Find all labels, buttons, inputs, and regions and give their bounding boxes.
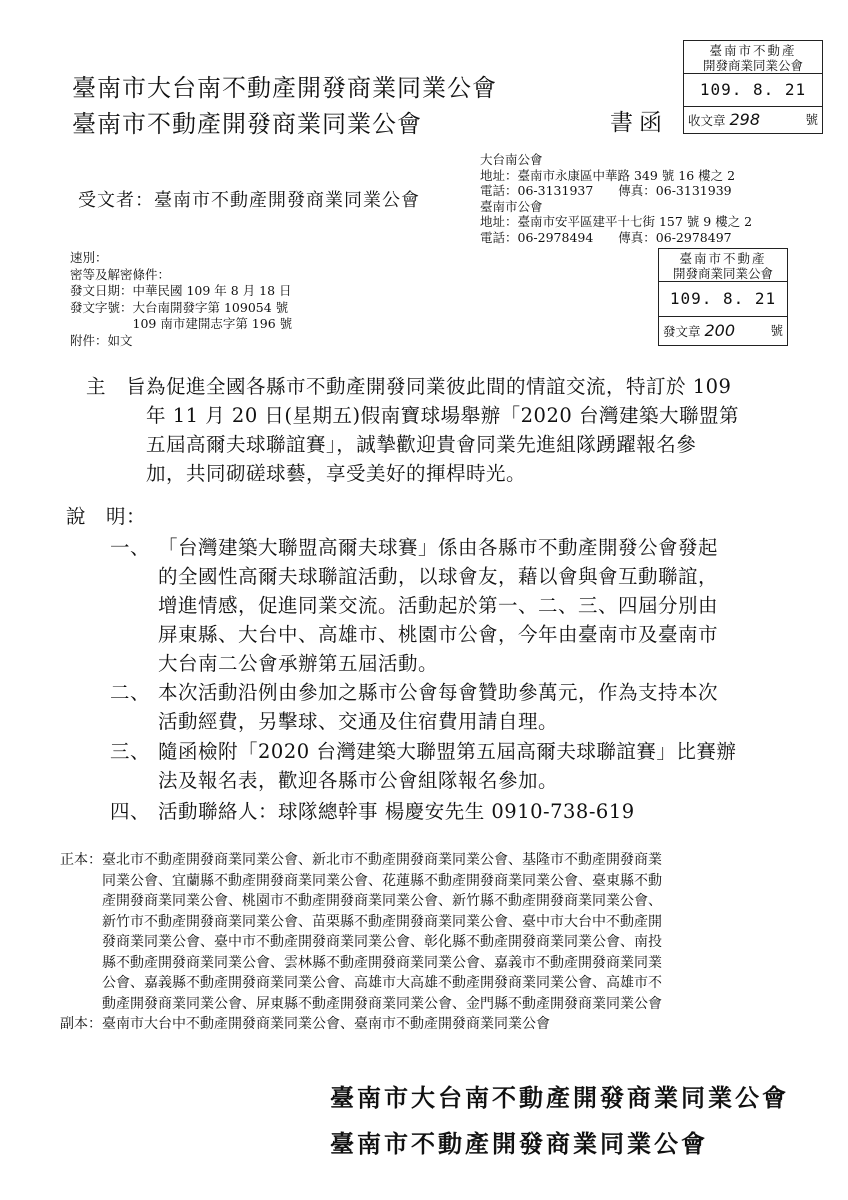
sender-line: 臺南市公會	[480, 198, 543, 214]
explanation-line: 增進情感，促進同業交流。活動起於第一、二、三、四屆分別由	[158, 594, 719, 617]
sent-stamp-org-line1: 臺南市不動產	[679, 251, 767, 266]
sender-line: 地址：臺南市安平區建平十七街 157 號 9 樓之 2	[480, 214, 753, 229]
document-meta	[70, 250, 292, 349]
sent-stamp-org-line2: 開發商業同業公會	[672, 266, 773, 281]
explanation-line: 法及報名表，歡迎各縣市公會組隊報名參加。	[158, 769, 559, 792]
distribution-line: 縣不動產開發商業同業公會、雲林縣不動產開發商業同業公會、嘉義市不動產開發商業同業	[102, 954, 662, 971]
subject-line: 為促進全國各縣市不動產開發同業彼此間的情誼交流，特訂於 109	[146, 375, 732, 398]
sent-stamp-date: 109. 8. 21	[659, 282, 787, 317]
subject-line: 五屆高爾夫球聯誼賽」，誠摯歡迎貴會同業先進組隊踴躍報名參	[146, 433, 697, 456]
sent-stamp-label: 發文章	[663, 324, 701, 339]
explanation-line: 本次活動沿例由參加之縣市公會每會贊助參萬元，作為支持本次	[158, 681, 719, 704]
subject-body	[146, 372, 739, 488]
sender-line: 電話：06-3131937 傳真：06-3131939	[480, 183, 732, 198]
explanation-item-4	[158, 797, 635, 826]
received-stamp-date: 109. 8. 21	[684, 74, 822, 107]
received-stamp-suffix: 號	[805, 112, 818, 127]
explanation-item-num: 三、	[110, 740, 151, 763]
explanation-line: 大台南二公會承辦第五屆活動。	[158, 652, 439, 675]
meta-doc-number: 發文字號：大台南開發字第 109054 號	[70, 299, 289, 315]
meta-classification: 密等及解密條件：	[70, 266, 171, 282]
signature-line1: 臺南市大台南不動產開發商業同業公會	[330, 1083, 789, 1112]
distribution-line: 產開發商業同業公會、桃園市不動產開發商業同業公會、新竹縣不動產開發商業同業公會、	[102, 893, 662, 909]
meta-attachment: 附件：如文	[70, 332, 133, 348]
subject-line: 年 11 月 20 日(星期五)假南寶球場舉辦「2020 台灣建築大聯盟第	[146, 404, 739, 427]
sent-stamp	[658, 248, 788, 346]
sent-stamp-number: 200	[704, 321, 736, 340]
document-type: 書函	[610, 110, 668, 136]
sender-info	[480, 152, 752, 245]
meta-doc-number-2: 109 南市建開志字第 196 號	[70, 316, 293, 331]
explanation-item-3	[158, 737, 736, 795]
explanation-line: 「台灣建築大聯盟高爾夫球賽」係由各縣市不動產開發公會發起	[158, 536, 719, 559]
distribution-line: 同業公會、宜蘭縣不動產開發商業同業公會、花蓮縣不動產開發商業同業公會、臺東縣不動	[102, 872, 662, 889]
distribution-line: 發商業同業公會、臺中市不動產開發商業同業公會、彰化縣不動產開發商業同業公會、南投	[102, 934, 662, 950]
explanation-item-num: 四、	[110, 800, 151, 823]
distribution-line: 公會、嘉義縣不動產開發商業同業公會、高雄市大高雄不動產開發商業同業公會、高雄市不	[102, 975, 662, 991]
signature-line2: 臺南市不動產開發商業同業公會	[330, 1129, 708, 1158]
meta-speed: 速別：	[70, 250, 108, 265]
explanation-line: 隨函檢附「2020 台灣建築大聯盟第五屆高爾夫球聯誼賽」比賽辦	[158, 740, 737, 763]
sent-stamp-suffix: 號	[770, 323, 783, 338]
subject-line: 加，共同砌磋球藝，享受美好的揮桿時光。	[146, 462, 527, 485]
explanation-item-2	[158, 678, 718, 736]
explanation-line: 的全國性高爾夫球聯誼活動，以球會友，藉以會與會互動聯誼，	[158, 565, 719, 588]
recipient: 受文者：臺南市不動產開發商業同業公會	[78, 190, 420, 211]
org-name-line2: 臺南市不動產開發商業同業公會	[72, 110, 422, 138]
explanation-line: 活動聯絡人：球隊總幹事 楊慶安先生 0910-738-619	[158, 800, 635, 823]
distribution-primary-list	[102, 850, 662, 1014]
sender-line: 大台南公會	[480, 152, 543, 167]
distribution-copy-label: 副本：	[60, 1016, 102, 1032]
explanation-item-num: 一、	[110, 536, 151, 559]
distribution-line: 新竹市不動產開發商業同業公會、苗栗縣不動產開發商業同業公會、臺中市大台中不動產開	[102, 913, 662, 930]
org-name-line1: 臺南市大台南不動產開發商業同業公會	[72, 74, 497, 102]
distribution-primary-label: 正本：	[60, 852, 102, 868]
subject-label: 主 旨：	[86, 375, 167, 398]
explanation-line: 屏東縣、大台中、高雄市、桃園市公會，今年由臺南市及臺南市	[158, 623, 719, 646]
explanation-item-num: 二、	[110, 681, 151, 704]
sender-line: 地址：臺南市永康區中華路 349 號 16 樓之 2	[480, 167, 736, 183]
distribution-line: 動產開發商業同業公會、屏東縣不動產開發商業同業公會、金門縣不動產開發商業同業公會	[102, 995, 662, 1012]
sender-line: 電話：06-2978494 傳真：06-2978497	[480, 229, 732, 245]
distribution-line: 臺北市不動產開發商業同業公會、新北市不動產開發商業同業公會、基隆市不動產開發商業	[102, 852, 662, 868]
received-stamp-org-line2: 開發商業同業公會	[702, 58, 803, 73]
received-stamp	[683, 40, 823, 134]
received-stamp-label: 收文章	[688, 113, 726, 128]
explanation-item-1	[158, 533, 718, 678]
meta-issue-date: 發文日期：中華民國 109 年 8 月 18 日	[70, 283, 292, 298]
received-stamp-number: 298	[729, 110, 761, 129]
explanation-label: 說 明：	[66, 505, 147, 528]
explanation-line: 活動經費，另擊球、交通及住宿費用請自理。	[158, 710, 559, 733]
received-stamp-org-line1: 臺南市不動產	[709, 43, 797, 58]
distribution-copy-list: 臺南市大台中不動產開發商業同業公會、臺南市不動產開發商業同業公會	[102, 1016, 550, 1032]
